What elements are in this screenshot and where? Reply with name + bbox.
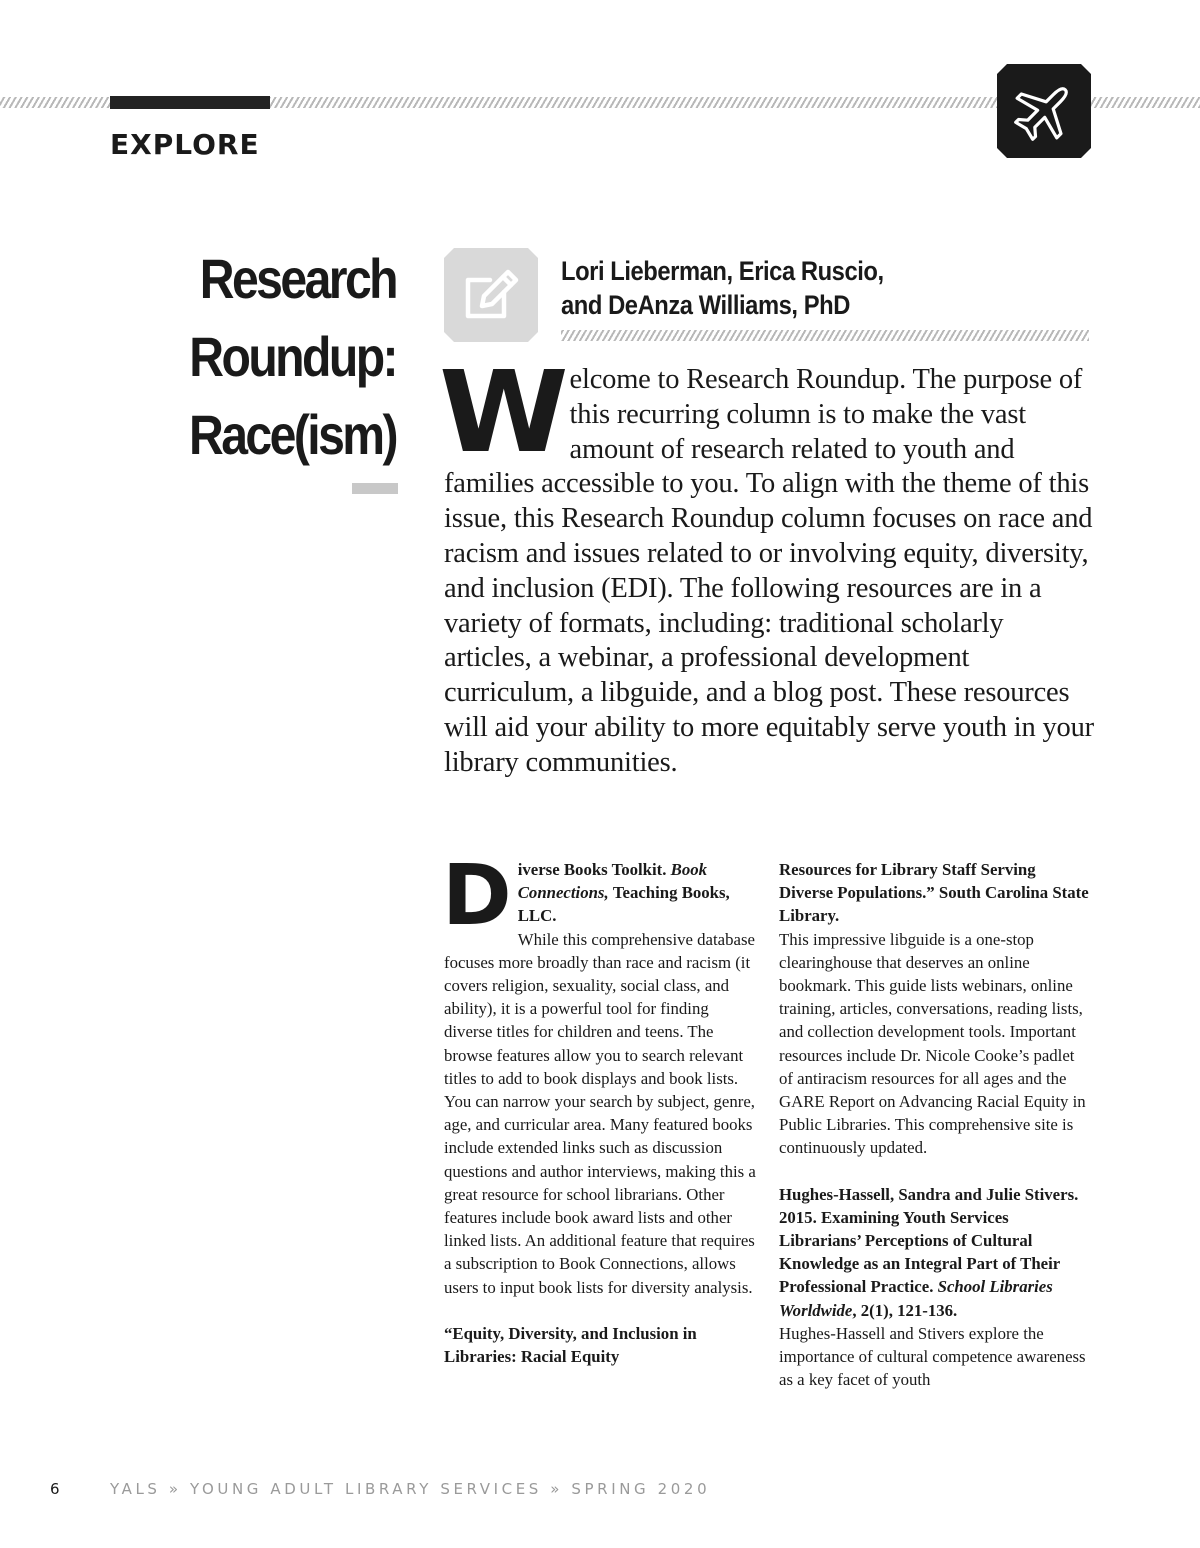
entry-source: Book Connections,	[517, 860, 708, 903]
entry-publisher: Teaching Books, LLC.	[517, 883, 730, 926]
header-accent-bar	[110, 96, 270, 109]
entry-diverse-books-toolkit	[442, 846, 756, 1299]
author-byline	[561, 254, 931, 322]
entry-edi-body: This impressive libguide is a one-stop clearinghouse that deserves an online bookmark. This guide lists webinars, online training, articles, conversations, reading lists, and collection development tools. Important resources include Dr. Nicole Cooke’s padlet of antiracism resources for all ages and the GARE Report on Advancing Racial Equity in Public Libraries. This comprehensive site is continuously updated.	[779, 929, 1086, 1158]
author-stripe	[561, 330, 1089, 341]
entry-hughes-journal: School Libraries Worldwide	[779, 1277, 1053, 1320]
entry-hughes-hassell	[779, 1183, 1091, 1392]
author-line-1: Lori Lieberman, Erica Ruscio,	[561, 256, 884, 286]
title-line-2: Roundup:	[189, 325, 396, 388]
entry-dropcap: D	[442, 846, 512, 944]
entry-hughes-body: Hughes-Hassell and Stivers explore the importance of cultural competence awareness as a key facet of youth	[779, 1323, 1086, 1390]
entry-body: While this comprehensive database focuses more broadly than race and racism (it covers religion, sexuality, social class, and ability), it is a powerful tool for finding diverse titles for children and teens. The browse features allow you to search relevant titles to add to book displays and book lists. You can narrow your search by subject, genre, age, and curricular area. Many featured books include extended links such as discussion questions and author interviews, making this a great resource for school librarians. Other features include book award lists and other linked lists. An additional feature that requires a subscription to Book Connections, allows users to input book lists for diversity analysis.	[444, 929, 756, 1297]
article-title	[184, 240, 396, 474]
title-line-1: Research	[199, 247, 396, 310]
page-number: 6	[50, 1480, 60, 1498]
entry-edi-title-end: Resources for Library Staff Serving Diverse Populations.” South Carolina State Library.	[779, 860, 1089, 926]
section-label: EXPLORE	[110, 128, 260, 161]
airplane-icon	[997, 64, 1091, 158]
column-right	[779, 858, 1091, 1391]
entry-title: iverse Books Toolkit.	[517, 860, 667, 879]
running-footer: YALS » YOUNG ADULT LIBRARY SERVICES » SPRING 2020	[110, 1480, 711, 1498]
intro-dropcap: W	[439, 348, 565, 478]
title-line-3: Race(ism)	[189, 403, 396, 466]
title-rule	[352, 483, 398, 494]
intro-paragraph	[439, 348, 1094, 781]
entry-hughes-title: Hughes-Hassell, Sandra and Julie Stivers. 2015. Examining Youth Services Librarians’ Perceptions of Cultural Knowledge as an Integral Part of Their Professional Practice.	[779, 1184, 1079, 1297]
entry-edi-title-start: “Equity, Diversity, and Inclusion in Libraries: Racial Equity	[444, 1323, 697, 1367]
entry-hughes-citation: , 2(1), 121-136.	[852, 1300, 958, 1320]
edit-icon	[444, 248, 538, 342]
column-left	[442, 846, 756, 1368]
author-line-2: and DeAnza Williams, PhD	[561, 290, 850, 320]
intro-text: elcome to Research Roundup. The purpose of this recurring column is to make the vast amount of research related to youth and families accessible to you. To align with the theme of this issue, this Research Roundup column focuses on race and racism and issues related to or involving equity, diversity, and inclusion (EDI). The following resources are in a variety of formats, including: traditional scholarly articles, a webinar, a professional development curriculum, a libguide, and a blog post. These resources will aid your ability to more equitably serve youth in your library communities.	[444, 364, 1094, 778]
